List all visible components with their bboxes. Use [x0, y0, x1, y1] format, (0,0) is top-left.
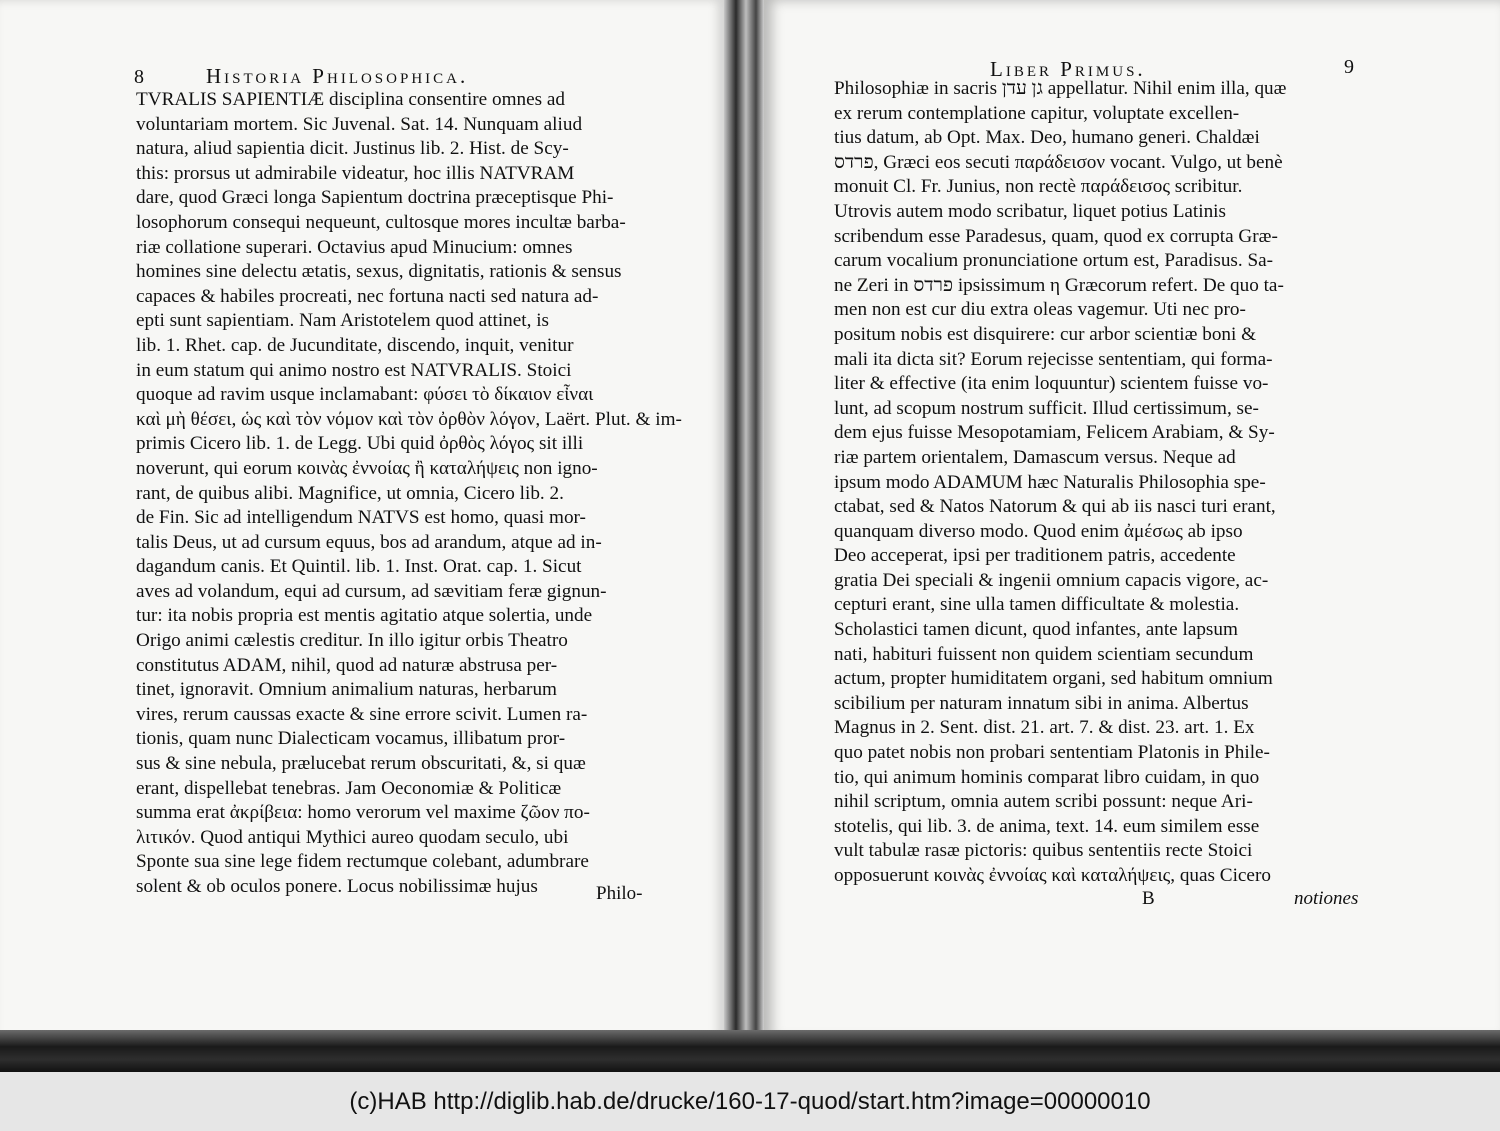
right-line: Scholastici tamen dicunt, quod infantes, ante lapsum [834, 619, 1238, 641]
left-line: καὶ μὴ θέσει, ὡς καὶ τὸν νόμον καὶ τὸν ὀρθὸν λόγον, Laërt. Plut. & im- [136, 408, 682, 430]
left-line: this: prorsus ut admirabile videatur, hoc illis NATVRAM [136, 162, 575, 184]
right-catchword: notiones [1294, 888, 1359, 909]
left-line: losophorum consequi nequeunt, cultosque mores incultæ barba- [136, 211, 626, 233]
right-line: Magnus in 2. Sent. dist. 21. art. 7. & dist. 23. art. 1. Ex [834, 717, 1255, 739]
right-line: actum, propter humiditatem organi, sed habitum omnium [834, 668, 1273, 690]
left-catchword: Philo- [596, 883, 643, 904]
left-line: homines sine delectu ætatis, sexus, dignitatis, rationis & sensus [136, 261, 622, 283]
right-line: monuit Cl. Fr. Junius, non rectè παράδεισος scribitur. [834, 176, 1243, 198]
right-line: nihil scriptum, omnia autem scribi possunt: neque Ari- [834, 791, 1253, 813]
right-line: vult tabulæ rasæ pictoris: quibus sententiis recte Stoici [834, 840, 1253, 862]
right-line: men non est cur diu extra oleas vagemur. Uti nec pro- [834, 299, 1246, 321]
left-line: TVRALIS SAPIENTIÆ disciplina consentire omnes ad [136, 89, 565, 110]
right-line: nati, habituri fuissent non quidem scientiam secundum [834, 643, 1254, 665]
right-line: Utrovis autem modo scribatur, liquet potius Latinis [834, 200, 1226, 222]
right-line: scibilium per naturam innatum sibi in anima. Albertus [834, 692, 1249, 714]
left-line: tionis, quam nunc Dialecticam vocamus, illibatum pror- [136, 728, 566, 750]
left-line: constitutus ADAM, nihil, quod ad naturæ abstrusa per- [136, 654, 558, 676]
left-line: voluntariam mortem. Sic Juvenal. Sat. 14. Nunquam aliud [136, 113, 583, 135]
left-line: Sponte sua sine lege fidem rectumque colebant, adumbrare [136, 851, 589, 873]
left-line: lib. 1. Rhet. cap. de Jucunditate, discendo, inquit, venitur [136, 334, 574, 356]
right-line: ctabat, sed & Natos Natorum & qui ab iis nasci turi erant, [834, 496, 1276, 518]
left-line: sus & sine nebula, prælucebat rerum obscuritati, &, si quæ [136, 753, 586, 775]
left-line: vires, rerum caussas exacte & sine errore scivit. Lumen ra- [136, 703, 588, 725]
right-line: tio, qui animum hominis comparat libro cuidam, in quo [834, 766, 1260, 788]
left-line: tur: ita nobis propria est mentis agitatio atque solertia, unde [136, 605, 593, 627]
right-line: carum vocalium pronunciatione ortum est, Paradisus. Sa- [834, 250, 1274, 272]
right-line: ne Zeri in פרדס ipsissimum η Græcorum refert. De quo ta- [834, 274, 1284, 296]
right-line: opposuerunt κοινὰς ἐννοίας καὶ καταλήψεις, quas Cicero [834, 865, 1271, 886]
right-line: positum nobis est disquirere: cur arbor scientiæ boni & [834, 323, 1257, 345]
right-line: riæ partem orientalem, Damascum versus. Neque ad [834, 446, 1236, 468]
left-line: in eum statum qui animo nostro est NATVRALIS. Stoici [136, 359, 572, 381]
signature-mark: B [1142, 888, 1155, 909]
left-page-text [136, 88, 682, 900]
left-line: quoque ad ravim usque inclamabant: φύσει τὸ δίκαιον εἶναι [136, 384, 594, 406]
right-line: פרדס, Græci eos secuti παράδεισον vocant. Vulgo, ut benè [834, 151, 1283, 173]
left-line: dagandum canis. Et Quintil. lib. 1. Inst. Orat. cap. 1. Sicut [136, 556, 582, 578]
right-running-head: Liber Primus. [990, 57, 1146, 81]
right-line: ipsum modo ADAMUM hæc Naturalis Philosophia spe- [834, 471, 1266, 493]
left-line: tinet, ignoravit. Omnium animalium naturas, herbarum [136, 679, 557, 701]
right-line: dem ejus fuisse Mesopotamiam, Felicem Arabiam, & Sy- [834, 422, 1275, 444]
left-line: epti sunt sapientiam. Nam Aristotelem quod attinet, is [136, 310, 549, 332]
right-line: ex rerum contemplatione capitur, voluptate excellen- [834, 102, 1240, 124]
right-line: gratia Dei speciali & ingenii omnium capacis vigore, ac- [834, 569, 1269, 591]
right-line: quanquam diverso modo. Quod enim ἀμέσως ab ipso [834, 520, 1243, 542]
credit-text: (c)HAB http://diglib.hab.de/drucke/160-17-quod/start.htm?image=00000010 [349, 1087, 1151, 1115]
right-line: Deo acceperat, ipsi per traditionem patris, accedente [834, 545, 1236, 567]
left-line: erant, dispellebat tenebras. Jam Oeconomiæ & Politicæ [136, 777, 562, 799]
left-line: summa erat ἀκρίβεια: homo verorum vel maxime ζῶον πο- [136, 802, 590, 824]
right-line: quo patet nobis non probari sententiam Platonis in Phile- [834, 742, 1270, 764]
left-line: rant, de quibus alibi. Magnifice, ut omnia, Cicero lib. 2. [136, 482, 564, 504]
left-line: capaces & habiles procreati, nec fortuna nacti sed natura ad- [136, 285, 599, 307]
right-line: tius datum, ab Opt. Max. Deo, humano generi. Chaldæi [834, 127, 1260, 149]
book-gutter [724, 0, 764, 1060]
left-page [0, 0, 724, 1040]
scan-bottom-edge [0, 1030, 1500, 1072]
left-page-number: 8 [134, 66, 144, 88]
left-line: talis Deus, ut ad cursum equus, bos ad arandum, atque ad in- [136, 531, 602, 553]
left-line: solent & ob oculos ponere. Locus nobilissimæ hujus [136, 876, 538, 897]
right-line: liter & effective (ita enim loquuntur) scientem fuisse vo- [834, 373, 1269, 395]
credit-footer [0, 1072, 1500, 1131]
left-running-head: Historia Philosophica. [206, 64, 469, 88]
right-line: mali ita dicta sit? Eorum rejecisse sententiam, qui forma- [834, 348, 1273, 370]
left-line: λιτικόν. Quod antiqui Mythici aureo quodam seculo, ubi [136, 826, 569, 848]
right-line: cepturi erant, sine ulla tamen difficultate & molestia. [834, 594, 1240, 616]
right-line: lunt, ad scopum nostrum sufficit. Illud certissimum, se- [834, 397, 1259, 419]
left-line: natura, aliud sapientia dicit. Justinus lib. 2. Hist. de Scy- [136, 138, 569, 160]
left-line: primis Cicero lib. 1. de Legg. Ubi quid ὀρθὸς λόγος sit illi [136, 433, 584, 455]
right-line: scribendum esse Paradesus, quam, quod ex corrupta Græ- [834, 225, 1278, 247]
left-line: Origo animi cælestis creditur. In illo igitur orbis Theatro [136, 630, 568, 652]
right-page [764, 0, 1500, 1040]
left-line: riæ collatione superari. Octavius apud Minucium: omnes [136, 236, 573, 258]
left-line: de Fin. Sic ad intelligendum NATVS est homo, quasi mor- [136, 507, 586, 529]
left-line: aves ad volandum, equi ad cursum, ad sævitiam feræ gignun- [136, 580, 607, 602]
right-line: Philosophiæ in sacris גן עדן appellatur. Nihil enim illa, quæ [834, 78, 1287, 99]
left-line: noverunt, qui eorum κοινὰς ἐννοίας ἢ καταλήψεις non igno- [136, 457, 598, 479]
right-line: stotelis, qui lib. 3. de anima, text. 14. eum similem esse [834, 815, 1260, 837]
left-line: dare, quod Græci longa Sapientum doctrina præceptisque Phi- [136, 187, 614, 209]
right-page-number: 9 [1344, 56, 1354, 78]
right-page-text [834, 77, 1364, 889]
